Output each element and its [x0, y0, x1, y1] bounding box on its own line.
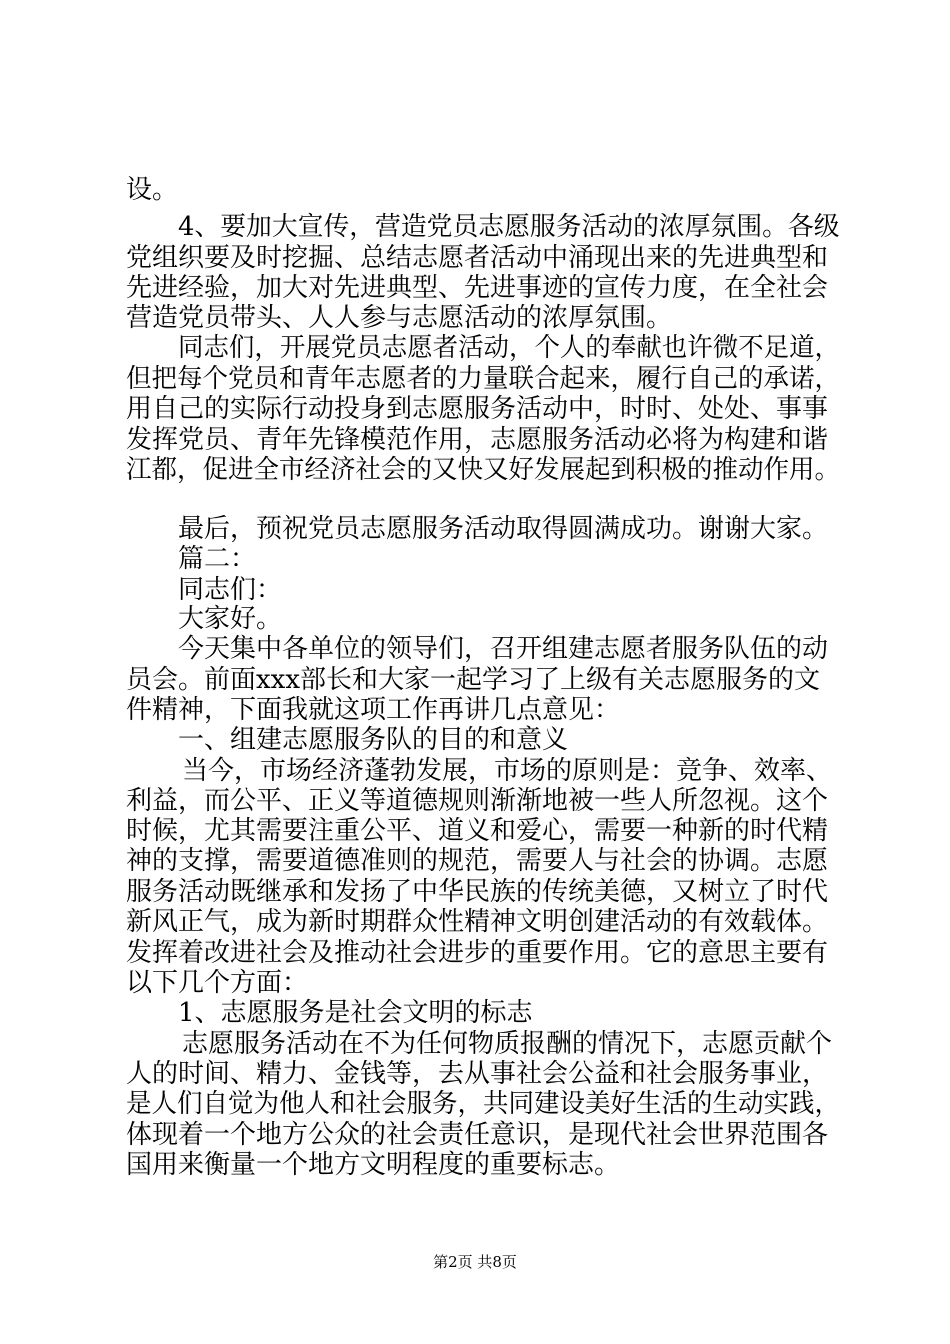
- text-line: 是人们自觉为他人和社会服务，共同建设美好生活的生动实践，: [126, 1089, 841, 1119]
- text-line: 志愿服务活动在不为任何物质报酬的情况下，志愿贡献个: [182, 1029, 833, 1059]
- text-line: 服务活动既继承和发扬了中华民族的传统美德，又树立了时代: [126, 877, 829, 907]
- text-line: 设。: [126, 175, 179, 205]
- text-line: 同志们，开展党员志愿者活动，个人的奉献也许微不足道，: [178, 333, 841, 363]
- text-line: 但把每个党员和青年志愿者的力量联合起来，履行自己的承诺，: [126, 364, 841, 394]
- text-line: 新风正气，成为新时期群众性精神文明创建活动的有效载体。: [126, 907, 829, 937]
- text-line: 今天集中各单位的领导们，召开组建志愿者服务队伍的动: [178, 634, 829, 664]
- text-line: 发挥着改进社会及推动社会进步的重要作用。它的意思主要有: [126, 938, 829, 968]
- page-number: 第2页 共8页: [433, 1253, 517, 1271]
- text-line: 发挥党员、青年先锋模范作用，志愿服务活动必将为构建和谐: [126, 425, 829, 455]
- text-line: 最后，预祝党员志愿服务活动取得圆满成功。谢谢大家。: [178, 514, 829, 544]
- text-line: 江都，促进全市经济社会的又快又好发展起到积极的推动作用。: [126, 455, 841, 485]
- text-line: 一、组建志愿服务队的目的和意义: [178, 725, 569, 755]
- text-line: 4、要加大宣传，营造党员志愿服务活动的浓厚氛围。各级: [178, 212, 840, 242]
- text-line: 员会。前面xxx部长和大家一起学习了上级有关志愿服务的文: [126, 665, 820, 695]
- text-line: 营造党员带头、人人参与志愿活动的浓厚氛围。: [126, 303, 673, 333]
- text-line: 党组织要及时挖掘、总结志愿者活动中涌现出来的先进典型和: [126, 243, 829, 273]
- text-line: 体现着一个地方公众的社会责任意识，是现代社会世界范围各: [126, 1120, 829, 1150]
- text-line: 件精神，下面我就这项工作再讲几点意见：: [126, 695, 621, 725]
- text-line: 人的时间、精力、金钱等，去从事社会公益和社会服务事业，: [126, 1059, 829, 1089]
- text-line: 利益，而公平、正义等道德规则渐渐地被一些人所忽视。这个: [126, 786, 829, 816]
- text-line: 同志们：: [178, 575, 283, 605]
- text-line: 国用来衡量一个地方文明程度的重要标志。: [126, 1150, 621, 1180]
- text-line: 1、志愿服务是社会文明的标志: [178, 998, 533, 1028]
- text-line: 当今，市场经济蓬勃发展，市场的原则是：竞争、效率、: [182, 756, 833, 786]
- text-line: 大家好。: [178, 604, 283, 634]
- text-line: 用自己的实际行动投身到志愿服务活动中，时时、处处、事事: [126, 394, 829, 424]
- text-line: 篇二：: [178, 544, 257, 574]
- text-line: 时候，尤其需要注重公平、道义和爱心，需要一种新的时代精: [126, 816, 829, 846]
- text-line: 先进经验，加大对先进典型、先进事迹的宣传力度，在全社会: [126, 273, 829, 303]
- text-line: 以下几个方面：: [126, 968, 309, 998]
- text-line: 神的支撑，需要道德准则的规范，需要人与社会的协调。志愿: [126, 846, 829, 876]
